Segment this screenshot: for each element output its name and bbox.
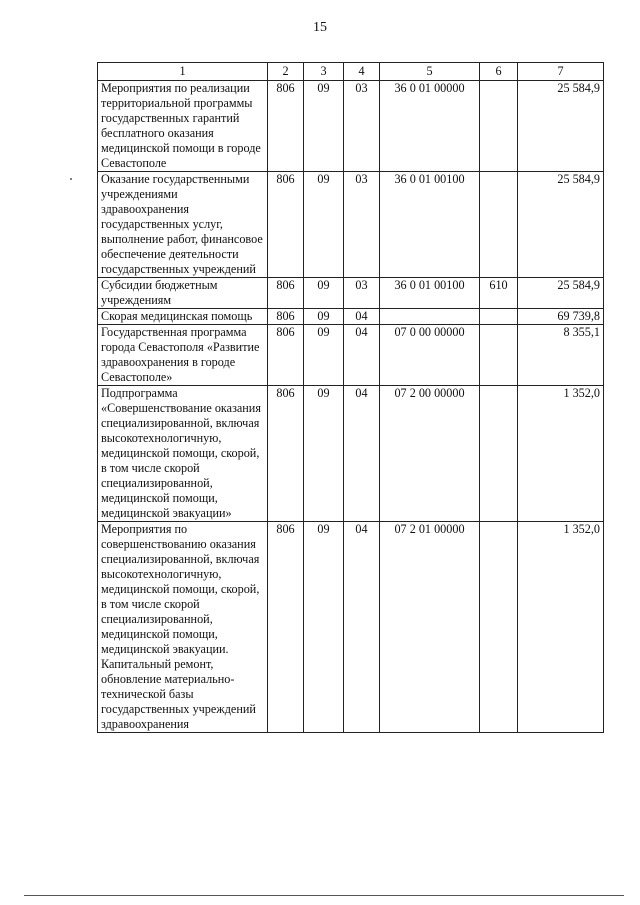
table-row	[98, 325, 604, 386]
table-row	[98, 309, 604, 325]
header-col-5: 5	[380, 63, 480, 81]
row-expense-type: 610	[480, 278, 518, 309]
header-col-3: 3	[304, 63, 344, 81]
header-col-2: 2	[268, 63, 304, 81]
table-row	[98, 81, 604, 172]
row-amount: 69 739,8	[518, 309, 604, 325]
row-subsection-code: 04	[344, 522, 380, 733]
row-section-code: 09	[304, 309, 344, 325]
header-col-7: 7	[518, 63, 604, 81]
row-ministry-code: 806	[268, 309, 304, 325]
row-target-code: 07 2 00 00000	[380, 386, 480, 522]
row-name: Скорая медицинская помощь	[98, 309, 268, 325]
row-amount: 1 352,0	[518, 386, 604, 522]
row-target-code: 07 0 00 00000	[380, 325, 480, 386]
row-ministry-code: 806	[268, 172, 304, 278]
row-name: Оказание государственными учреждениями здравоохранения государственных услуг, выполнение работ, финансовое обеспечение деятельности государственных учреждений	[98, 172, 268, 278]
row-ministry-code: 806	[268, 278, 304, 309]
row-section-code: 09	[304, 278, 344, 309]
table-row	[98, 172, 604, 278]
row-section-code: 09	[304, 522, 344, 733]
row-amount: 25 584,9	[518, 81, 604, 172]
row-amount: 1 352,0	[518, 522, 604, 733]
row-expense-type	[480, 325, 518, 386]
row-target-code	[380, 309, 480, 325]
bottom-rule	[24, 895, 624, 896]
row-section-code: 09	[304, 81, 344, 172]
row-expense-type	[480, 309, 518, 325]
page-number: 15	[313, 20, 327, 35]
row-name: Мероприятия по совершенствованию оказания специализированной, включая высокотехнологичную, медицинской помощи, скорой, в том числе скорой специализированной, медицинской помощи, медицинской эвакуации. Капитальный ремонт, обновление материально-технической базы государственных учреждений здравоохранения	[98, 522, 268, 733]
header-col-4: 4	[344, 63, 380, 81]
row-name: Государственная программа города Севастополя «Развитие здравоохранения в городе Севастополе»	[98, 325, 268, 386]
scan-speck	[70, 178, 72, 180]
row-section-code: 09	[304, 386, 344, 522]
row-name: Подпрограмма «Совершенствование оказания специализированной, включая высокотехнологичную, медицинской помощи, скорой, в том числе скорой специализированной, медицинской помощи, медицинской эвакуации»	[98, 386, 268, 522]
row-section-code: 09	[304, 325, 344, 386]
header-row	[98, 63, 604, 81]
row-ministry-code: 806	[268, 325, 304, 386]
row-expense-type	[480, 386, 518, 522]
row-target-code: 36 0 01 00100	[380, 278, 480, 309]
row-subsection-code: 03	[344, 278, 380, 309]
row-expense-type	[480, 81, 518, 172]
row-amount: 25 584,9	[518, 172, 604, 278]
header-col-6: 6	[480, 63, 518, 81]
row-amount: 8 355,1	[518, 325, 604, 386]
row-ministry-code: 806	[268, 522, 304, 733]
row-amount: 25 584,9	[518, 278, 604, 309]
row-subsection-code: 03	[344, 172, 380, 278]
row-target-code: 36 0 01 00000	[380, 81, 480, 172]
row-ministry-code: 806	[268, 386, 304, 522]
table-row	[98, 386, 604, 522]
header-col-1: 1	[98, 63, 268, 81]
row-name: Мероприятия по реализации территориальной программы государственных гарантий бесплатного оказания медицинской помощи в городе Севастополе	[98, 81, 268, 172]
row-section-code: 09	[304, 172, 344, 278]
table-row	[98, 522, 604, 733]
row-target-code: 07 2 01 00000	[380, 522, 480, 733]
row-ministry-code: 806	[268, 81, 304, 172]
row-subsection-code: 04	[344, 309, 380, 325]
table-row	[98, 278, 604, 309]
budget-table	[97, 62, 604, 733]
row-target-code: 36 0 01 00100	[380, 172, 480, 278]
row-subsection-code: 04	[344, 386, 380, 522]
row-name: Субсидии бюджетным учреждениям	[98, 278, 268, 309]
row-subsection-code: 03	[344, 81, 380, 172]
row-subsection-code: 04	[344, 325, 380, 386]
row-expense-type	[480, 172, 518, 278]
row-expense-type	[480, 522, 518, 733]
